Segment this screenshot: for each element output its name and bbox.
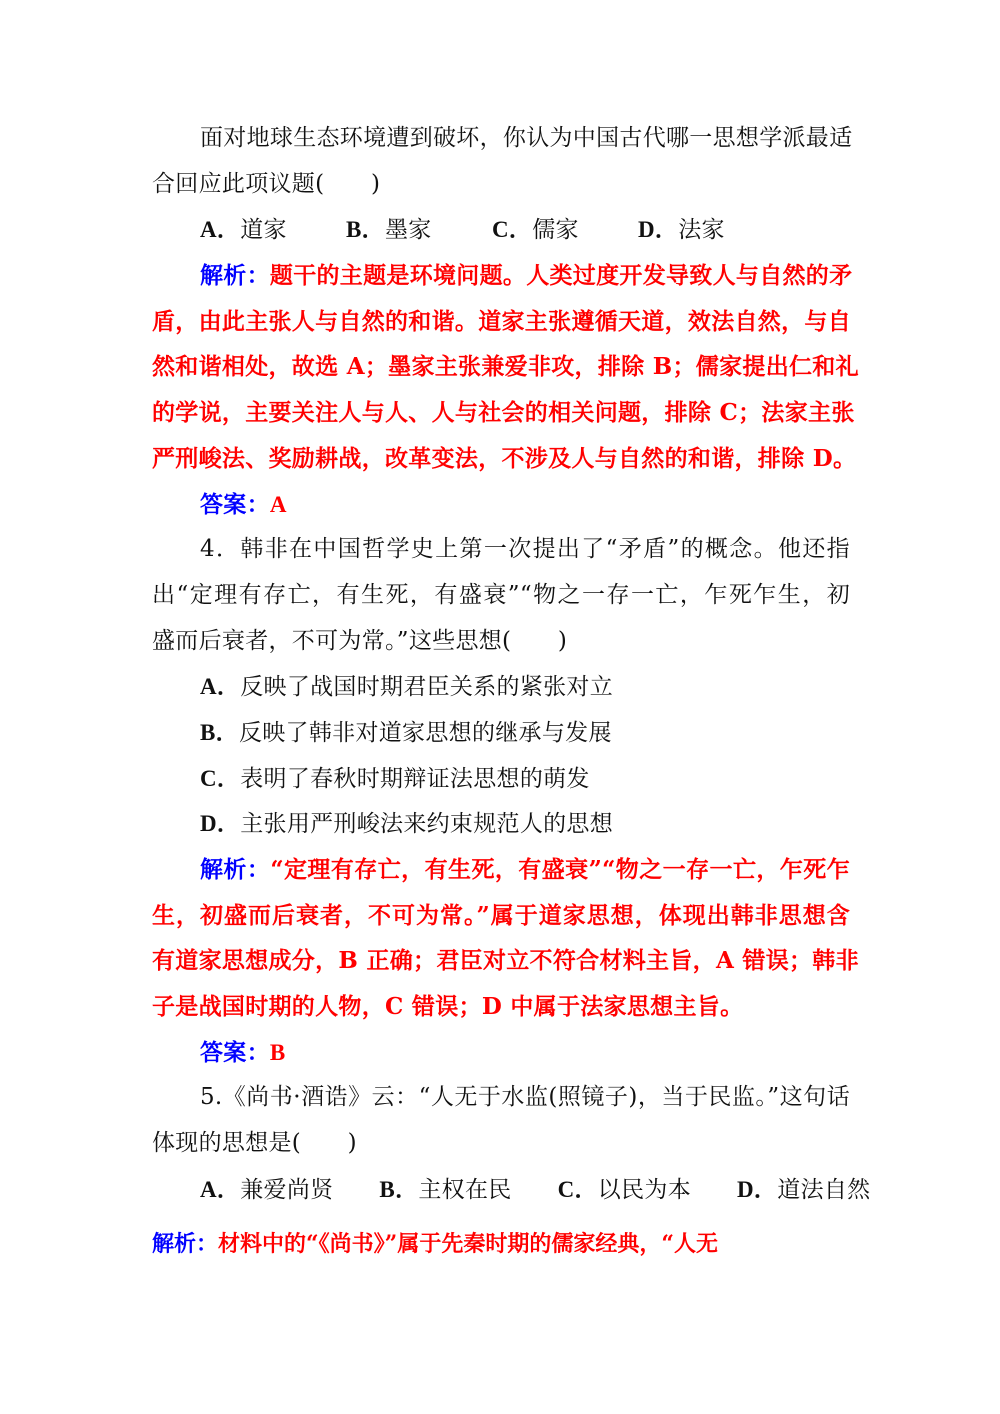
question-4-analysis-line-4: 子是战国时期的人物，C 错误；D 中属于法家思想主旨。 — [152, 993, 744, 1021]
analysis-label: 解析： — [200, 857, 271, 883]
question-3-option-a: A．道家 — [200, 217, 287, 244]
question-3-option-c: C．儒家 — [492, 217, 579, 244]
question-4-analysis-line-2: 生，初盛而后衰者，不可为常。”属于道家思想，体现出韩非思想含 — [152, 901, 850, 929]
answer-label: 答案： — [200, 1039, 270, 1066]
question-4-analysis-line-1: 解析：“定理有存亡，有生死，有盛衰”“物之一存一亡，乍死乍 — [200, 856, 850, 883]
question-3 — [152, 116, 859, 527]
question-3-answer — [152, 482, 850, 528]
question-3-stem-line-2: 合回应此项议题( ) — [152, 170, 381, 197]
analysis-label: 解析： — [200, 263, 270, 290]
question-3-analysis-line-4: 的学说，主要关注人与人、人与社会的相关问题，排除 C；法家主张 — [152, 399, 855, 427]
question-4-option-a: A．反映了战国时期君臣关系的紧张对立 — [200, 674, 614, 701]
question-3-option-b: B．墨家 — [346, 217, 432, 244]
question-4-option-c: C．表明了春秋时期辩证法思想的萌发 — [200, 765, 590, 792]
question-5-stem-line-2: 体现的思想是( ) — [152, 1130, 357, 1157]
question-5-option-c: C．以民为本 — [557, 1176, 691, 1203]
question-4-option-b: B．反映了韩非对道家思想的继承与发展 — [200, 719, 612, 746]
question-4 — [152, 527, 859, 1075]
question-4-option-d: D．主张用严刑峻法来约束规范人的思想 — [200, 811, 614, 838]
answer-label: 答案： — [200, 491, 270, 518]
question-3-stem-line-1: 面对地球生态环境遭到破坏，你认为中国古代哪一思想学派最适 — [200, 125, 853, 151]
question-5-option-a: A．兼爱尚贤 — [200, 1176, 334, 1203]
question-4-stem-line-3: 盛而后衰者，不可为常。”这些思想( ) — [152, 627, 568, 654]
document-page — [152, 116, 871, 1213]
question-5-options — [152, 1167, 871, 1213]
question-5-stem-line-1: 5.《尚书·酒诰》云：“人无于水监(照镜子)，当于民监。”这句话 — [200, 1084, 850, 1111]
answer-value: A — [269, 491, 287, 517]
question-3-analysis-line-1: 解析：题干的主题是环境问题。人类过度开发导致人与自然的矛 — [200, 262, 853, 290]
question-3-analysis-line-3: 然和谐相处，故选 A；墨家主张兼爱非攻，排除 B；儒家提出仁和礼 — [152, 353, 859, 381]
question-5-option-b: B．主权在民 — [379, 1176, 512, 1203]
question-4-answer — [152, 1030, 850, 1076]
analysis-label: 解析： — [152, 1232, 219, 1257]
question-4-stem-line-1: 4．韩非在中国哲学史上第一次提出了“矛盾”的概念。他还指 — [200, 536, 850, 563]
question-3-analysis-line-5: 严刑峻法、奖励耕战，改革变法，不涉及人与自然的和谐，排除 D。 — [152, 444, 857, 472]
question-5-option-d: D．道法自然 — [737, 1176, 871, 1203]
question-4-stem-line-2: 出“定理有存亡，有生死，有盛衰”“物之一存一亡，乍死乍生，初 — [152, 581, 850, 608]
question-3-options — [152, 207, 850, 253]
question-5-analysis-line-1: 解析：材料中的“《尚书》”属于先秦时期的儒家经典，“人无 — [152, 1231, 718, 1257]
answer-value: B — [269, 1039, 286, 1065]
question-3-option-d: D．法家 — [638, 217, 725, 244]
question-3-analysis-line-2: 盾，由此主张人与自然的和谐。道家主张遵循天道，效法自然，与自 — [152, 307, 851, 335]
question-4-analysis-line-3: 有道家思想成分，B 正确；君臣对立不符合材料主旨，A 错误；韩非 — [152, 947, 859, 975]
question-5 — [152, 1075, 871, 1212]
